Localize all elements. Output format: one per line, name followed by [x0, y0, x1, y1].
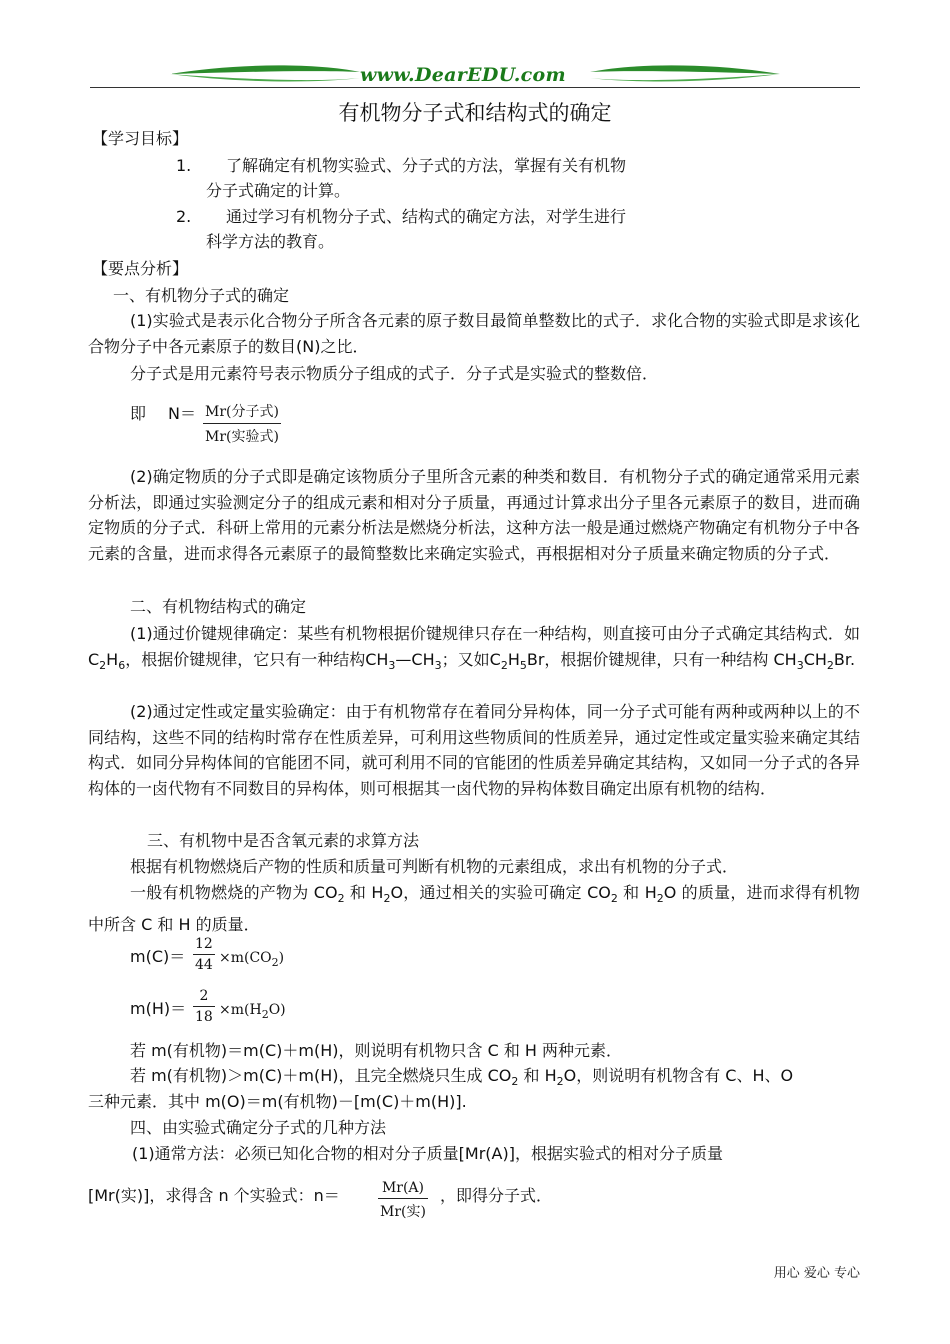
- header-divider: [90, 87, 860, 88]
- goal1-text: 了解确定有机物实验式、分子式的方法，掌握有关有机物: [226, 156, 627, 175]
- eqH-lhs: m(H)＝: [130, 999, 187, 1018]
- p7-text-c: ，通过相关的实验可确定: [403, 883, 582, 902]
- paragraph-10: (1)通常方法：必须已知化合物的相对分子质量[Mr(A)]，根据实验式的相对分子质量: [132, 1144, 723, 1163]
- p9-text-c: ，则说明有机物含有 C、H、O: [576, 1066, 794, 1085]
- eq1-denominator: Mr(实验式): [205, 429, 279, 445]
- p4-text-a: (1)通过价键规律确定：某些有机物根据价键规律只存在一种结构，则直接可由分子式确定其结构式．如: [130, 624, 860, 643]
- p9-text-b: 和: [523, 1066, 540, 1085]
- formula-h2o-2: $H_2O$: [644, 883, 677, 906]
- formula-c2h5br: $C_2H_5Br$: [489, 649, 545, 672]
- goal1-number: 1.: [176, 156, 192, 175]
- section3-heading: 三、有机物中是否含氧元素的求算方法: [147, 831, 420, 850]
- analysis-heading: 【要点分析】: [92, 259, 189, 278]
- paragraph-9-cont: 三种元素．其中 m(O)＝m(有机物)－[m(C)＋m(H)].: [88, 1092, 467, 1111]
- eqH-denominator: 18: [195, 1009, 213, 1025]
- eqC-fraction: [193, 936, 215, 973]
- p4-text-d: ，根据价键规律，只有一种结构: [544, 649, 769, 669]
- formula-co2: $CO_2$: [313, 883, 345, 906]
- paragraph-2: 分子式是用元素符号表示物质分子组成的式子．分子式是实验式的整数倍．: [130, 364, 659, 383]
- p7-text-d: 和: [623, 883, 640, 902]
- formula-co2-3: $CO_2$: [487, 1066, 519, 1089]
- formula-ch3ch3: $CH_3—CH_3$: [365, 649, 442, 672]
- section1-heading: 一、有机物分子式的确定: [113, 286, 290, 305]
- formula-ch3ch2br: $CH_3CH_2Br$: [768, 649, 851, 672]
- paragraph-7: [88, 880, 860, 937]
- site-logo[interactable]: www.DearEDU.com: [360, 64, 566, 86]
- goal2-text: 通过学习有机物分子式、结构式的确定方法，对学生进行: [226, 207, 627, 226]
- p4-text-e: .: [850, 649, 856, 669]
- eq1-lead: 即: [130, 404, 147, 423]
- section4-heading: 四、由实验式确定分子式的几种方法: [130, 1118, 387, 1137]
- eqC-denominator: 44: [195, 957, 213, 973]
- goals-heading: 【学习目标】: [92, 129, 189, 148]
- eq1-fraction-bar: [203, 423, 281, 424]
- goal1-text-cont: 分子式确定的计算。: [206, 181, 351, 200]
- p7-element-c: C: [141, 914, 153, 934]
- eqC-rhs: $\times m(CO_2)$: [219, 950, 285, 969]
- paragraph-4: [88, 621, 860, 678]
- p7-text-a: 一般有机物燃烧的产物为: [130, 883, 309, 902]
- p7-text-b: 和: [349, 883, 367, 902]
- eqH-fraction-bar: [193, 1006, 215, 1007]
- paragraph-1: (1)实验式是表示化合物分子所含各元素的原子数目最简单整数比的式子．求化合物的实验式即是求该化合物分子中各元素原子的数目(N)之比．: [88, 311, 860, 356]
- paragraph-8: 若 m(有机物)＝m(C)＋m(H)，则说明有机物只含 C 和 H 两种元素．: [130, 1041, 623, 1060]
- p4-text-c: ；又如: [441, 649, 490, 669]
- eqN-denominator: Mr(实): [380, 1204, 426, 1220]
- section2-heading: 二、有机物结构式的确定: [130, 597, 307, 616]
- eq1-fraction: [203, 401, 281, 446]
- formula-h2o-3: $H_2O$: [544, 1066, 577, 1089]
- p7-text-i: 的质量．: [195, 914, 260, 934]
- p9-text-a: 若 m(有机物)＞m(C)＋m(H)，且完全燃烧只生成: [130, 1066, 483, 1085]
- paragraph-5: (2)通过定性或定量实验确定：由于有机物常存在着同分异构体，同一分子式可能有两种或两种以上的不同结构，这些不同的结构时常存在性质差异，可利用这些物质间的性质差异，通过定性或定量实验来确定其结构式．如同分异构体间的官能团不同，就可利用不同的官能团的性质差异确定其结构，又如同一分子式的各异构体的一卤代物有不同数目的异构体，则可根据其一卤代物的异构体数目确定出原有机物的结构．: [88, 702, 860, 798]
- eqH-numerator: 2: [199, 988, 209, 1004]
- eqN-numerator: Mr(A): [381, 1180, 424, 1196]
- formula-h2o: $H_2O$: [371, 883, 404, 906]
- paragraph-11-end: ，即得分子式．: [440, 1186, 553, 1205]
- eqC-lhs: m(C)＝: [130, 947, 186, 966]
- paragraph-6: 根据有机物燃烧后产物的性质和质量可判断有机物的元素组成，求出有机物的分子式．: [130, 857, 739, 876]
- eqN-fraction-bar: [378, 1198, 428, 1199]
- eqC-numerator: 12: [195, 936, 213, 952]
- page-footer: 用心 爱心 专心: [773, 1266, 860, 1281]
- p7-text-g: 和: [157, 914, 174, 934]
- formula-co2-2: $CO_2$: [587, 883, 618, 906]
- eqH-fraction: [193, 988, 215, 1025]
- eq1-lhs: N＝: [168, 404, 196, 423]
- p4-text-b: ，根据价键规律，它只有一种结构: [125, 649, 366, 669]
- page-title: 有机物分子式和结构式的确定: [338, 101, 612, 125]
- goal2-text-cont: 科学方法的教育。: [206, 232, 335, 251]
- eqN-fraction: [378, 1180, 428, 1221]
- goal2-number: 2.: [176, 207, 192, 226]
- eqC-fraction-bar: [193, 954, 215, 955]
- eqH-rhs: $\times m(H_2O)$: [219, 1002, 286, 1021]
- eq1-numerator: Mr(分子式): [205, 404, 279, 420]
- formula-c2h6: $C_2H_6$: [88, 649, 126, 672]
- paragraph-11: [Mr(实)]，求得含 n 个实验式：n＝: [88, 1186, 340, 1205]
- p7-text-e: 的质量，进而求得有机物中所含: [88, 883, 860, 934]
- p7-element-h: H: [178, 914, 191, 934]
- paragraph-3: (2)确定物质的分子式即是确定该物质分子里所含元素的种类和数目．有机物分子式的确定通常采用元素分析法，即通过实验测定分子的组成元素和相对分子质量，再通过计算求出分子里各元素原子的数目，进而确定物质的分子式．科研上常用的元素分析法是燃烧分析法，这种方法一般是通过燃烧产物确定有机物分子中各元素的含量，进而求得各元素原子的最简整数比来确定实验式，再根据相对分子质量来确定物质的分子式．: [88, 467, 860, 563]
